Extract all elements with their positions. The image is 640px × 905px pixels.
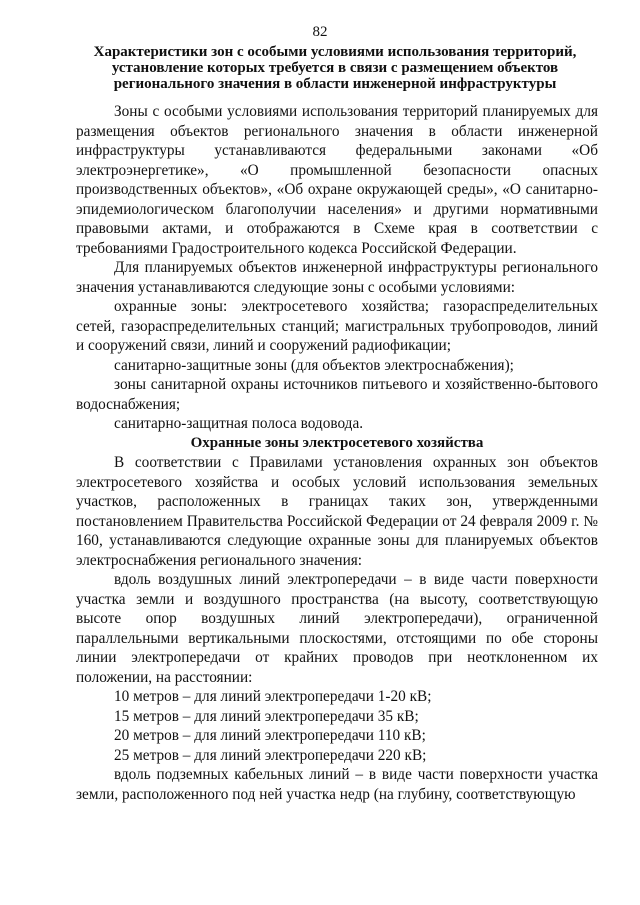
paragraph-water-pipeline-strip: санитарно-защитная полоса водовода. [114,415,364,432]
paragraph-protection-zones: охранные зоны: электросетевого хозяйства; газораспределительных сетей, газораспределительных станций; магистральных трубопроводов, линий и сооружений связи, линий и сооружений радиофикации; [76,298,598,354]
distance-item-20m: 20 метров – для линий электропередачи 110 кВ; [114,727,426,744]
paragraph-overhead-lines: вдоль воздушных линий электропередачи – в виде части поверхности участка земли и воздушного пространства (на высоту, соответствующую высоте опор воздушных линий электропередачи), ограниченной параллельными вертикальными плоскостями, отстоящими по обе стороны линии электропередачи от крайних проводов при неотклоненном их положении, на расстоянии: [76,571,598,686]
paragraph-zones-list-intro: Для планируемых объектов инженерной инфраструктуры регионального значения устанавливаются следующие зоны с особыми условиями: [76,259,598,296]
distance-item-10m: 10 метров – для линий электропередачи 1-20 кВ; [114,688,432,705]
distance-item-15m: 15 метров – для линий электропередачи 35 кВ; [114,707,419,725]
document-body [76,102,598,804]
paragraph-water-protection-zones: зоны санитарной охраны источников питьевого и хозяйственно-бытового водоснабжения; [76,376,598,413]
paragraph-rules-reference: В соответствии с Правилами установления охранных зон объектов электросетевого хозяйства и особых условий использования земельных участков, расположенных в границах таких зон, утвержденными постановлением Правительства Российской Федерации от 24 февраля 2009 г. № 160, устанавливаются следующие охранные зоны для планируемых объектов электроснабжения регионального значения: [76,454,598,569]
page-number: 82 [312,24,328,40]
distance-item-25m: 25 метров – для линий электропередачи 220 кВ; [114,746,427,764]
section-heading: Охранные зоны электросетевого хозяйства [190,434,484,451]
paragraph-intro: Зоны с особыми условиями использования территорий планируемых для размещения объектов регионального значения в области инженерной инфраструктуры устанавливаются федеральными законами «Об электроэнергетике», «О промышленной безопасности опасных производственных объектов», «Об охране окружающей среды», «О санитарно-эпидемиологическом благополучии населения» и другими нормативными правовыми актами, и отображаются в Схеме края в соответствии с требованиями Градостроительного кодекса Российской Федерации. [76,103,598,257]
paragraph-underground-cables: вдоль подземных кабельных линий – в виде части поверхности участка земли, расположенного под ней участка недр (на глубину, соответствующую [76,766,598,803]
paragraph-sanitary-zones: санитарно-защитные зоны (для объектов электроснабжения); [114,356,514,374]
document-title: Характеристики зон с особыми условиями использования территорий, установление которых требуется в связи с размещением объектов регионального значения в области инженерной инфраструктуры [93,44,577,92]
